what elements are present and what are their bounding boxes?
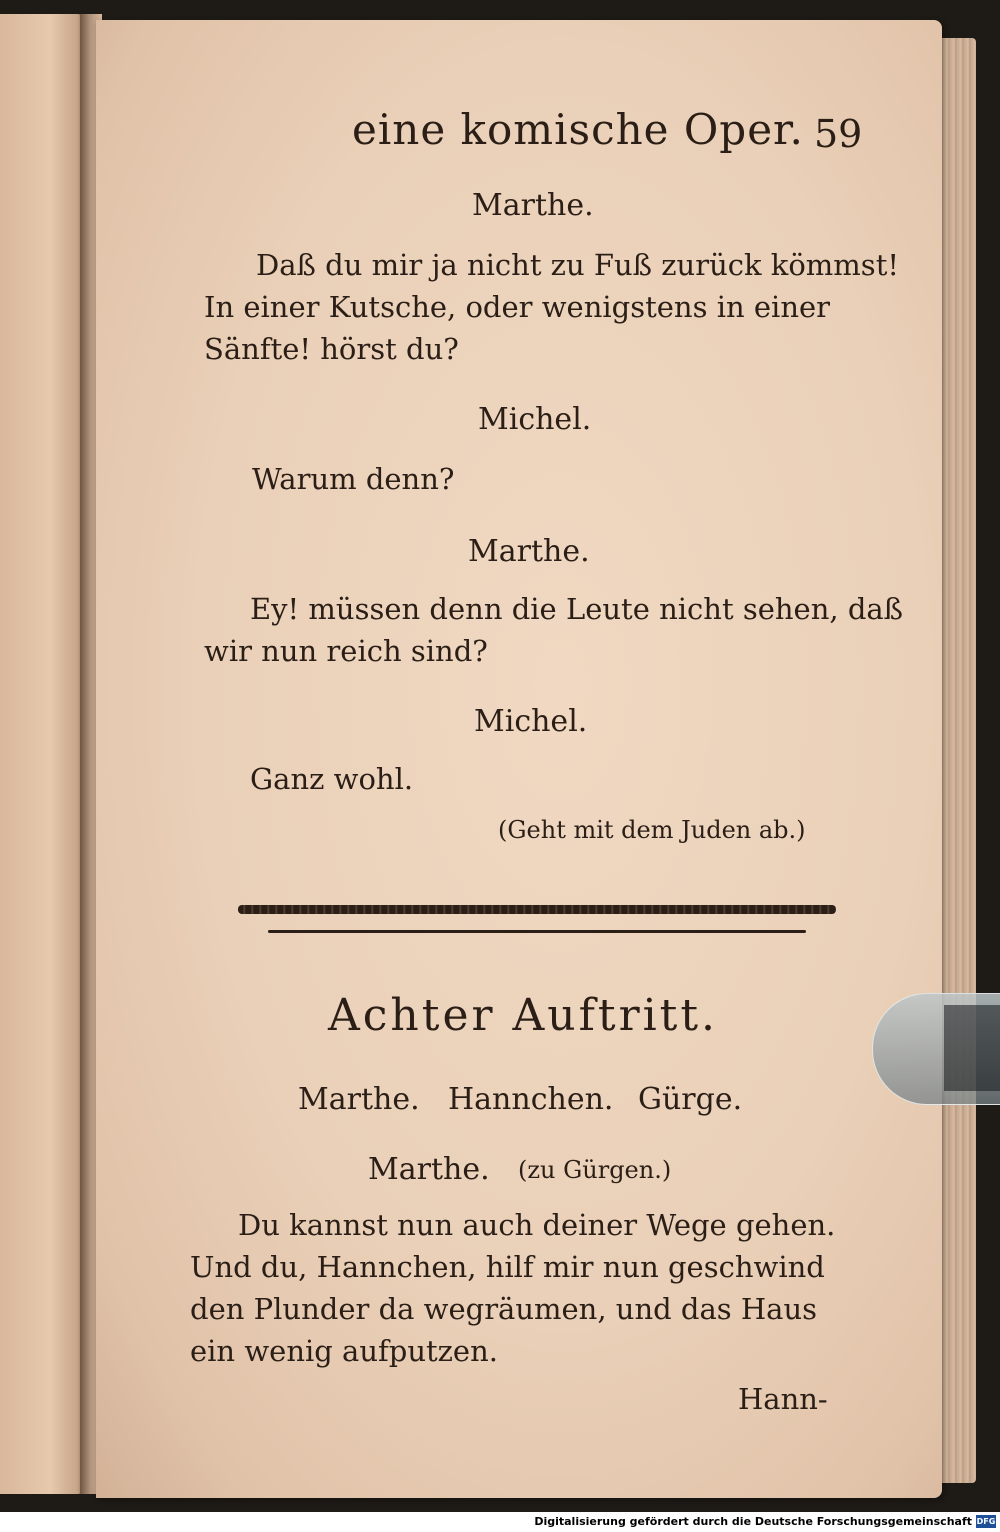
- ornamental-rule-thin: [268, 930, 806, 933]
- dialogue-line: den Plunder da wegräumen, und das Haus: [190, 1292, 818, 1326]
- ornamental-rule: [238, 905, 836, 914]
- character-name: Hannchen.: [448, 1082, 614, 1117]
- facing-page: [0, 14, 84, 1494]
- stage-direction: (Geht mit dem Juden ab.): [498, 816, 806, 844]
- dialogue-line: Warum denn?: [252, 462, 455, 496]
- speaker-name: Marthe.: [468, 534, 590, 569]
- speaker-name: Michel.: [474, 704, 588, 739]
- dialogue-line: Sänfte! hörst du?: [204, 332, 459, 366]
- page-number: 59: [814, 112, 863, 156]
- dialogue-line: Ey! müssen denn die Leute nicht sehen, daß: [250, 592, 904, 626]
- catchword: Hann-: [738, 1382, 828, 1416]
- footer-credit: Digitalisierung gefördert durch die Deutsche Forschungsgemeinschaft: [534, 1515, 972, 1528]
- dialogue-line: wir nun reich sind?: [204, 634, 488, 668]
- running-title: eine komische Oper.: [352, 105, 804, 154]
- speaker-name: Michel.: [478, 402, 592, 437]
- dialogue-line: Du kannst nun auch deiner Wege gehen.: [238, 1208, 836, 1242]
- dialogue-line: Und du, Hannchen, hilf mir nun geschwind: [190, 1250, 825, 1284]
- dialogue-line: ein wenig aufputzen.: [190, 1334, 498, 1368]
- speaker-name: Marthe.: [368, 1152, 490, 1187]
- dialogue-line: Ganz wohl.: [250, 762, 414, 796]
- dialogue-line: In einer Kutsche, oder wenigstens in einer: [204, 290, 831, 324]
- dialogue-line: Daß du mir ja nicht zu Fuß zurück kömmst!: [256, 248, 899, 282]
- character-name: Marthe.: [298, 1082, 420, 1117]
- character-name: Gürge.: [638, 1082, 743, 1117]
- dfg-logo-icon: DFG: [976, 1517, 996, 1526]
- page-clip-shadow: [944, 1005, 1000, 1091]
- scene-heading: Achter Auftritt.: [328, 990, 719, 1041]
- stage-direction: (zu Gürgen.): [518, 1156, 672, 1184]
- speaker-name: Marthe.: [472, 188, 594, 223]
